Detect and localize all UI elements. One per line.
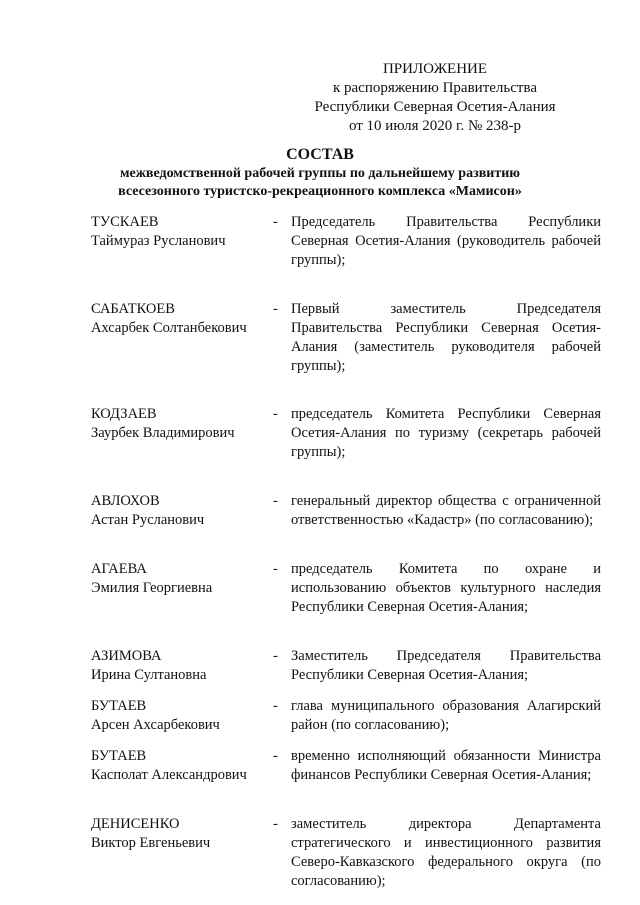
- member-entry: [91, 492, 601, 530]
- member-dash: -: [273, 561, 278, 577]
- member-name: [91, 213, 271, 251]
- member-name: [91, 815, 271, 853]
- member-surname: АВЛОХОВ: [91, 493, 160, 509]
- member-name: [91, 492, 271, 530]
- member-surname: БУТАЕВ: [91, 748, 147, 764]
- member-entry: [91, 213, 601, 270]
- member-given-name: Касполат Александрович: [91, 767, 247, 783]
- member-given-name: Таймураз Русланович: [91, 233, 226, 249]
- member-given-name: Астан Русланович: [91, 512, 205, 528]
- member-dash: -: [273, 748, 278, 764]
- appendix-line-1: ПРИЛОЖЕНИЕ: [382, 61, 488, 77]
- member-role: Заместитель Председателя Правительства Республики Северная Осетия-Алания;: [291, 648, 601, 683]
- member-role: временно исполняющий обязанности Министра финансов Республики Северная Осетия-Алания;: [291, 748, 601, 783]
- member-entry: [91, 560, 601, 617]
- members-list: [91, 213, 601, 891]
- member-role: Первый заместитель Председателя Правительства Республики Северная Осетия-Алания (заместитель руководителя рабочей группы);: [291, 301, 601, 374]
- title-main: СОСТАВ: [286, 146, 354, 163]
- member-dash: -: [273, 301, 278, 317]
- member-entry: [91, 300, 601, 376]
- member-dash: -: [273, 648, 278, 664]
- title-sub-line-1: межведомственной рабочей группы по дальнейшему развитию: [120, 166, 520, 181]
- member-name: [91, 300, 271, 338]
- member-surname: ДЕНИСЕНКО: [91, 816, 180, 832]
- member-given-name: Эмилия Георгиевна: [91, 580, 213, 596]
- appendix-line-4: от 10 июля 2020 г. № 238-р: [348, 118, 522, 134]
- member-dash: -: [273, 698, 278, 714]
- member-given-name: Виктор Евгеньевич: [91, 835, 211, 851]
- member-role: председатель Комитета Республики Северная Осетия-Алания по туризму (секретарь рабочей группы);: [291, 406, 601, 460]
- member-role: Председатель Правительства Республики Северная Осетия-Алания (руководитель рабочей группы);: [291, 214, 601, 268]
- member-surname: БУТАЕВ: [91, 698, 147, 714]
- member-given-name: Арсен Ахсарбекович: [91, 717, 220, 733]
- member-dash: -: [273, 816, 278, 832]
- member-entry: [91, 747, 601, 785]
- member-role: глава муниципального образования Алагирский район (по согласованию);: [291, 698, 601, 733]
- member-surname: САБАТКОЕВ: [91, 301, 175, 317]
- member-role: председатель Комитета по охране и использованию объектов культурного наследия Республики Северная Осетия-Алания;: [291, 561, 601, 615]
- member-role: генеральный директор общества с ограниченной ответственностью «Кадастр» (по согласованию);: [291, 493, 601, 528]
- appendix-line-3: Республики Северная Осетия-Алания: [314, 99, 556, 115]
- member-dash: -: [273, 493, 278, 509]
- appendix-header: [300, 60, 570, 136]
- title-sub-line-2: всесезонного туристско-рекреационного комплекса «Мамисон»: [118, 184, 522, 199]
- member-name: [91, 747, 271, 785]
- member-role: заместитель директора Департамента стратегического и инвестиционного развития Северо-Кавказского федерального округа (по согласованию);: [291, 816, 601, 889]
- member-given-name: Заурбек Владимирович: [91, 425, 235, 441]
- member-surname: ТУСКАЕВ: [91, 214, 159, 230]
- member-given-name: Ахсарбек Солтанбекович: [91, 320, 247, 336]
- appendix-line-2: к распоряжению Правительства: [332, 80, 537, 96]
- member-surname: АГАЕВА: [91, 561, 147, 577]
- member-dash: -: [273, 406, 278, 422]
- member-name: [91, 405, 271, 443]
- member-entry: [91, 405, 601, 462]
- member-entry: [91, 815, 601, 891]
- member-dash: -: [273, 214, 278, 230]
- member-given-name: Ирина Султановна: [91, 667, 207, 683]
- member-name: [91, 560, 271, 598]
- member-surname: КОДЗАЕВ: [91, 406, 157, 422]
- member-surname: АЗИМОВА: [91, 648, 162, 664]
- member-entry: [91, 697, 601, 735]
- member-name: [91, 697, 271, 735]
- member-name: [91, 647, 271, 685]
- member-entry: [91, 647, 601, 685]
- document-title: [40, 145, 600, 201]
